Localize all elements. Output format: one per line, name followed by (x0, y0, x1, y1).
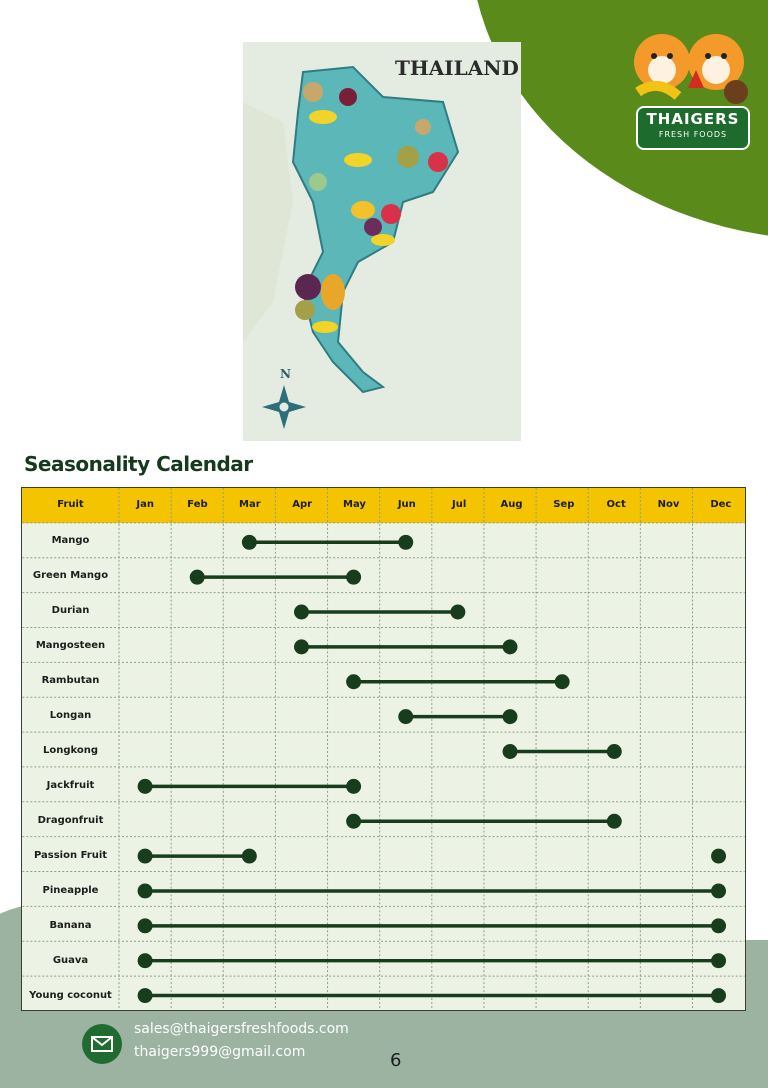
fruit-label: Passion Fruit (33, 850, 108, 861)
season-endpoint-dot (711, 988, 726, 1003)
season-endpoint-dot (555, 674, 570, 689)
season-endpoint-dot (450, 605, 465, 620)
season-endpoint-dot (190, 570, 205, 585)
logo-name: THAIGERS (646, 110, 740, 128)
season-endpoint-dot (138, 918, 153, 933)
season-endpoint-dot (346, 814, 361, 829)
page-number: 6 (390, 1050, 402, 1071)
fruit-label: Longkong (42, 745, 99, 756)
tiger-mascot-icon (628, 18, 754, 114)
season-endpoint-dot (503, 639, 518, 654)
header-month-jan: Jan (136, 499, 154, 510)
fruit-label: Pineapple (42, 885, 99, 896)
header-month-apr: Apr (292, 499, 313, 510)
season-endpoint-dot (294, 639, 309, 654)
compass-north-label: N (280, 367, 291, 381)
season-endpoint-dot (607, 814, 622, 829)
contact-email-gmail[interactable]: thaigers999@gmail.com (134, 1044, 306, 1060)
fruit-label: Young coconut (29, 990, 112, 1001)
season-endpoint-dot (398, 535, 413, 550)
envelope-icon (82, 1024, 122, 1064)
header-month-may: May (343, 499, 366, 510)
seasonality-calendar-table (21, 487, 746, 1011)
season-endpoint-dot (398, 709, 413, 724)
contact-email-sales[interactable]: sales@thaigersfreshfoods.com (134, 1021, 349, 1037)
fruit-label: Durian (51, 605, 90, 616)
fruit-label: Jackfruit (46, 780, 95, 791)
season-endpoint-dot (711, 849, 726, 864)
header-month-oct: Oct (606, 499, 626, 510)
map-title: THAILAND (395, 56, 519, 80)
header-month-nov: Nov (657, 499, 680, 510)
season-endpoint-dot (346, 674, 361, 689)
header-month-mar: Mar (239, 499, 261, 510)
season-endpoint-dot (711, 883, 726, 898)
season-endpoint-dot (503, 744, 518, 759)
fruit-label: Guava (52, 955, 89, 966)
fruit-label: Green Mango (32, 570, 109, 581)
season-endpoint-dot (242, 535, 257, 550)
fruit-label: Dragonfruit (37, 815, 104, 826)
logo-subtitle: FRESH FOODS (658, 130, 728, 139)
header-month-jun: Jun (397, 499, 416, 510)
fruit-label: Mangosteen (35, 640, 106, 651)
season-endpoint-dot (346, 570, 361, 585)
season-endpoint-dot (242, 849, 257, 864)
header-month-feb: Feb (187, 499, 208, 510)
season-endpoint-dot (138, 953, 153, 968)
season-endpoint-dot (138, 779, 153, 794)
fruit-label: Longan (49, 710, 92, 721)
header-month-dec: Dec (710, 499, 732, 510)
fruit-label: Rambutan (41, 675, 100, 686)
fruit-label: Banana (49, 920, 92, 931)
thailand-map-illustration (243, 42, 521, 441)
header-month-jul: Jul (452, 499, 467, 510)
section-title: Seasonality Calendar (24, 452, 253, 476)
header-month-aug: Aug (500, 499, 523, 510)
season-endpoint-dot (503, 709, 518, 724)
season-endpoint-dot (138, 849, 153, 864)
season-endpoint-dot (607, 744, 622, 759)
season-endpoint-dot (138, 883, 153, 898)
fruit-label: Mango (51, 535, 90, 546)
season-endpoint-dot (138, 988, 153, 1003)
calendar-grid (22, 488, 745, 1010)
season-endpoint-dot (711, 918, 726, 933)
map-icon (243, 42, 521, 441)
season-endpoint-dot (711, 953, 726, 968)
header-fruit: Fruit (57, 499, 84, 510)
logo-badge (636, 106, 750, 150)
season-endpoint-dot (346, 779, 361, 794)
season-endpoint-dot (294, 605, 309, 620)
brand-logo (628, 18, 754, 138)
header-month-sep: Sep (553, 499, 575, 510)
